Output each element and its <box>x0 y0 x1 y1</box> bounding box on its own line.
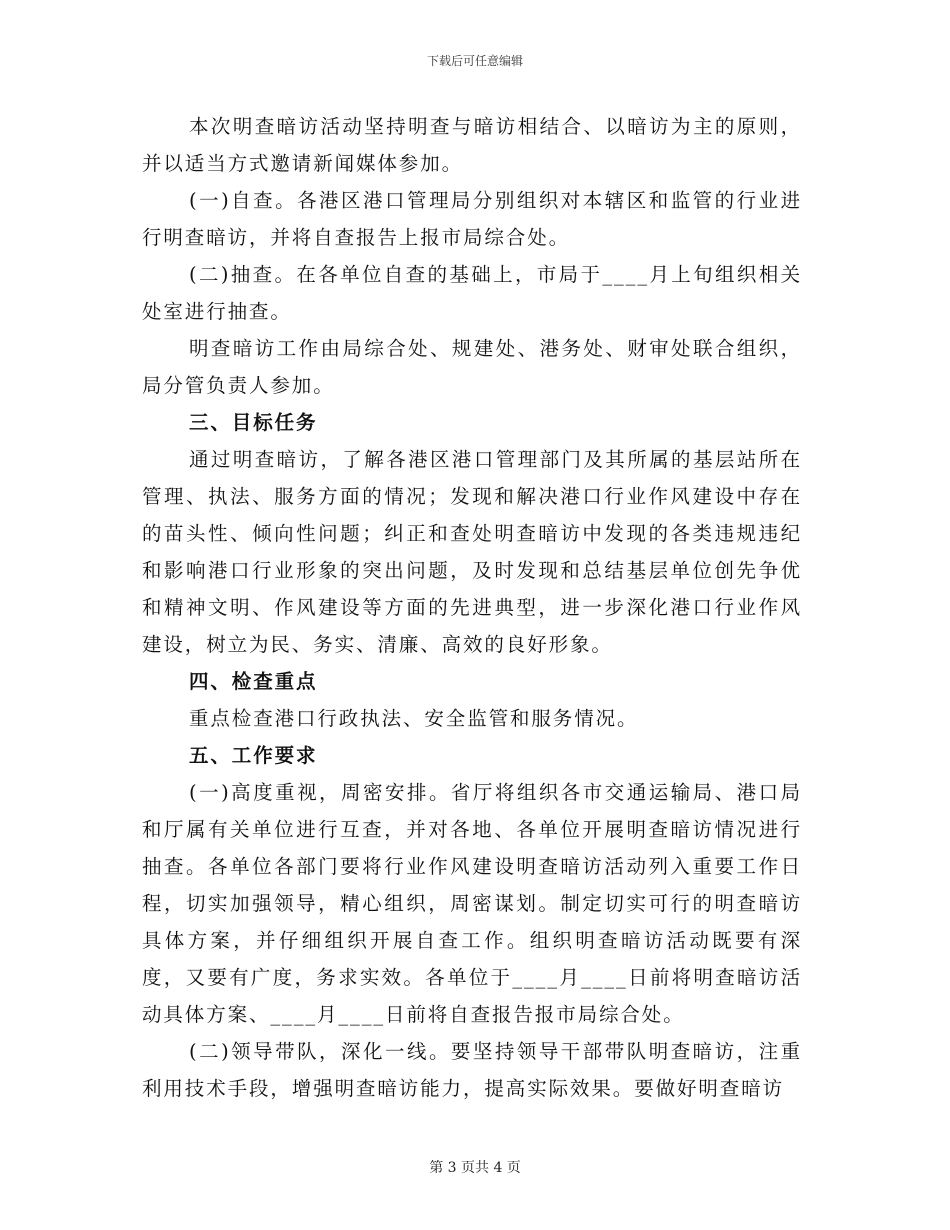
body-paragraph: 重点检查港口行政执法、安全监管和服务情况。 <box>189 707 639 730</box>
document-body <box>142 108 802 1107</box>
section-heading: 四、检查重点 <box>189 670 318 693</box>
body-paragraph: (一)高度重视，周密安排。省厅将组织各市交通运输局、港口局和厅属有关单位进行互查，并对各地、各单位开展明查暗访情况进行抽查。各单位各部门要将行业作风建设明查暗访活动列入重要工作日程，切实加强领导，精心组织，周密谋划。制定切实可行的明查暗访具体方案，并仔细组织开展自查工作。组织明查暗访活动既要有深度，又要有广度，务求实效。各单位于____月____日前将明查暗访活动具体方案、____月____日前将自查报告报市局综合处。 <box>142 781 802 1026</box>
body-paragraph: (二)抽查。在各单位自查的基础上，市局于____月上旬组织相关处室进行抽查。 <box>142 263 802 323</box>
section-heading: 三、目标任务 <box>189 411 318 434</box>
body-paragraph: 本次明查暗访活动坚持明查与暗访相结合、以暗访为主的原则，并以适当方式邀请新闻媒体参加。 <box>142 115 802 175</box>
section-heading: 五、工作要求 <box>189 744 318 767</box>
body-paragraph: (一)自查。各港区港口管理局分别组织对本辖区和监管的行业进行明查暗访，并将自查报告上报市局综合处。 <box>142 189 802 249</box>
page-header: 下载后可任意编辑 <box>426 54 523 68</box>
page-footer: 第 3 页共 4 页 <box>429 1160 521 1176</box>
body-paragraph: (二)领导带队，深化一线。要坚持领导干部带队明查暗访，注重利用技术手段，增强明查暗访能力，提高实际效果。要做好明查暗访 <box>142 1040 802 1100</box>
body-paragraph: 通过明查暗访，了解各港区港口管理部门及其所属的基层站所在管理、执法、服务方面的情况；发现和解决港口行业作风建设中存在的苗头性、倾向性问题；纠正和查处明查暗访中发现的各类违规违纪和影响港口行业形象的突出问题，及时发现和总结基层单位创先争优和精神文明、作风建设等方面的先进典型，进一步深化港口行业作风建设，树立为民、务实、清廉、高效的良好形象。 <box>142 448 802 656</box>
body-paragraph: 明查暗访工作由局综合处、规建处、港务处、财审处联合组织，局分管负责人参加。 <box>142 337 802 397</box>
